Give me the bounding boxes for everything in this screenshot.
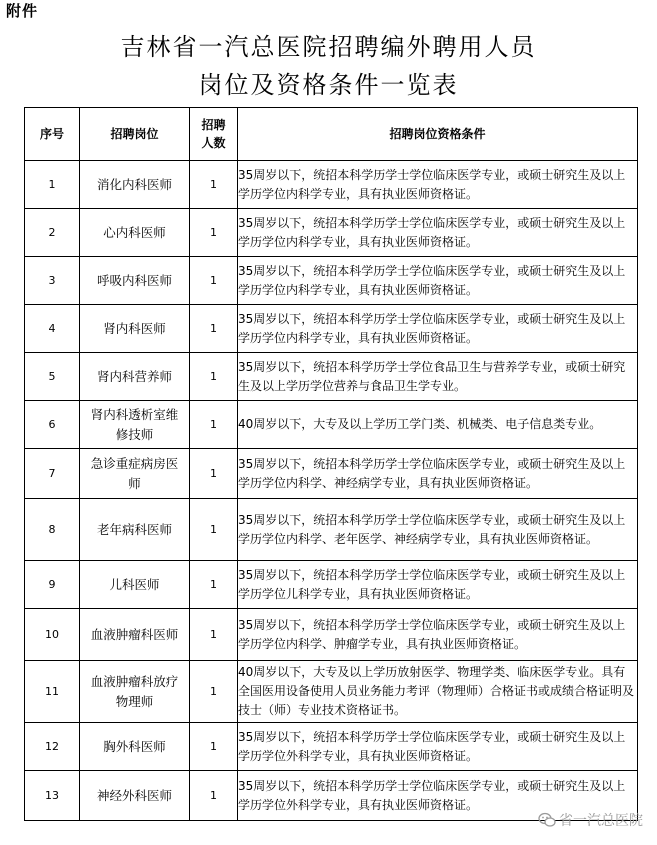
- headcount-cell: 1: [190, 661, 238, 723]
- requirements-cell: 35周岁以下，统招本科学历学士学位食品卫生与营养学专业，或硕士研究生及以上学历学位营养与食品卫生学专业。: [238, 353, 638, 401]
- table-row: [25, 353, 638, 401]
- column-header-count: [190, 108, 238, 161]
- headcount-cell: 1: [190, 305, 238, 353]
- requirements-cell: 35周岁以下，统招本科学历学士学位临床医学专业，或硕士研究生及以上学历学位外科学专业，具有执业医师资格证。: [238, 771, 638, 821]
- position-cell: 血液肿瘤科放疗物理师: [80, 661, 190, 723]
- requirements-cell: 35周岁以下，统招本科学历学士学位临床医学专业，或硕士研究生及以上学历学位内科学专业，具有执业医师资格证。: [238, 257, 638, 305]
- headcount-cell: 1: [190, 353, 238, 401]
- headcount-cell: 1: [190, 723, 238, 771]
- table-row: [25, 401, 638, 449]
- position-cell: 老年病科医师: [80, 499, 190, 561]
- row-number-cell: 9: [25, 561, 80, 609]
- table-row: [25, 561, 638, 609]
- row-number-cell: 7: [25, 449, 80, 499]
- position-cell: 消化内科医师: [80, 161, 190, 209]
- watermark: [538, 810, 643, 830]
- column-header-requirements: 招聘岗位资格条件: [238, 108, 638, 161]
- row-number-cell: 8: [25, 499, 80, 561]
- position-cell: 儿科医师: [80, 561, 190, 609]
- table-row: [25, 499, 638, 561]
- row-number-cell: 1: [25, 161, 80, 209]
- requirements-cell: 35周岁以下，统招本科学历学士学位临床医学专业，或硕士研究生及以上学历学位内科学、肿瘤学专业，具有执业医师资格证。: [238, 609, 638, 661]
- position-cell: 神经外科医师: [80, 771, 190, 821]
- requirements-cell: 35周岁以下，统招本科学历学士学位临床医学专业，或硕士研究生及以上学历学位内科学专业，具有执业医师资格证。: [238, 209, 638, 257]
- row-number-cell: 6: [25, 401, 80, 449]
- position-cell: 肾内科透析室维修技师: [80, 401, 190, 449]
- document-title: 吉林省一汽总医院招聘编外聘用人员: [120, 33, 537, 61]
- headcount-cell: 1: [190, 401, 238, 449]
- watermark-text: 省一汽总医院: [559, 813, 643, 829]
- headcount-cell: 1: [190, 449, 238, 499]
- requirements-cell: 35周岁以下，统招本科学历学士学位临床医学专业，或硕士研究生及以上学历学位儿科学专业，具有执业医师资格证。: [238, 561, 638, 609]
- headcount-cell: 1: [190, 771, 238, 821]
- table-body: [25, 161, 638, 821]
- position-cell: 肾内科医师: [80, 305, 190, 353]
- position-cell: 血液肿瘤科医师: [80, 609, 190, 661]
- row-number-cell: 12: [25, 723, 80, 771]
- requirements-cell: 35周岁以下，统招本科学历学士学位临床医学专业，或硕士研究生及以上学历学位内科学专业，具有执业医师资格证。: [238, 305, 638, 353]
- wechat-icon: [538, 812, 556, 828]
- headcount-cell: 1: [190, 609, 238, 661]
- requirements-cell: 40周岁以下，大专及以上学历放射医学、物理学类、临床医学专业。具有全国医用设备使用人员业务能力考评（物理师）合格证书或成绩合格证明及技士（师）专业技术资格证书。: [238, 661, 638, 723]
- headcount-cell: 1: [190, 499, 238, 561]
- column-header-position: 招聘岗位: [80, 108, 190, 161]
- requirements-cell: 35周岁以下，统招本科学历学士学位临床医学专业，或硕士研究生及以上学历学位内科学、神经病学专业，具有执业医师资格证。: [238, 449, 638, 499]
- table-row: [25, 257, 638, 305]
- row-number-cell: 4: [25, 305, 80, 353]
- position-cell: 呼吸内科医师: [80, 257, 190, 305]
- requirements-cell: 35周岁以下，统招本科学历学士学位临床医学专业，或硕士研究生及以上学历学位内科学、老年医学、神经病学专业，具有执业医师资格证。: [238, 499, 638, 561]
- row-number-cell: 10: [25, 609, 80, 661]
- row-number-cell: 5: [25, 353, 80, 401]
- recruitment-table: [24, 107, 638, 821]
- table-row: [25, 609, 638, 661]
- column-header-count-label: 招聘人数: [201, 118, 226, 150]
- position-cell: 胸外科医师: [80, 723, 190, 771]
- table-row: [25, 449, 638, 499]
- headcount-cell: 1: [190, 209, 238, 257]
- table-row: [25, 723, 638, 771]
- row-number-cell: 3: [25, 257, 80, 305]
- document-subtitle: 岗位及资格条件一览表: [198, 71, 459, 99]
- row-number-cell: 11: [25, 661, 80, 723]
- table-row: [25, 305, 638, 353]
- headcount-cell: 1: [190, 257, 238, 305]
- position-cell: 心内科医师: [80, 209, 190, 257]
- requirements-cell: 35周岁以下，统招本科学历学士学位临床医学专业，或硕士研究生及以上学历学位外科学专业，具有执业医师资格证。: [238, 723, 638, 771]
- table-row: [25, 661, 638, 723]
- column-header-no: 序号: [25, 108, 80, 161]
- position-cell: 肾内科营养师: [80, 353, 190, 401]
- table-row: [25, 209, 638, 257]
- requirements-cell: 40周岁以下，大专及以上学历工学门类、机械类、电子信息类专业。: [238, 401, 638, 449]
- row-number-cell: 13: [25, 771, 80, 821]
- table-row: [25, 161, 638, 209]
- row-number-cell: 2: [25, 209, 80, 257]
- position-cell: 急诊重症病房医师: [80, 449, 190, 499]
- attachment-label: 附件: [6, 2, 39, 20]
- headcount-cell: 1: [190, 161, 238, 209]
- table-header-row: [25, 108, 638, 161]
- headcount-cell: 1: [190, 561, 238, 609]
- requirements-cell: 35周岁以下，统招本科学历学士学位临床医学专业，或硕士研究生及以上学历学位内科学专业，具有执业医师资格证。: [238, 161, 638, 209]
